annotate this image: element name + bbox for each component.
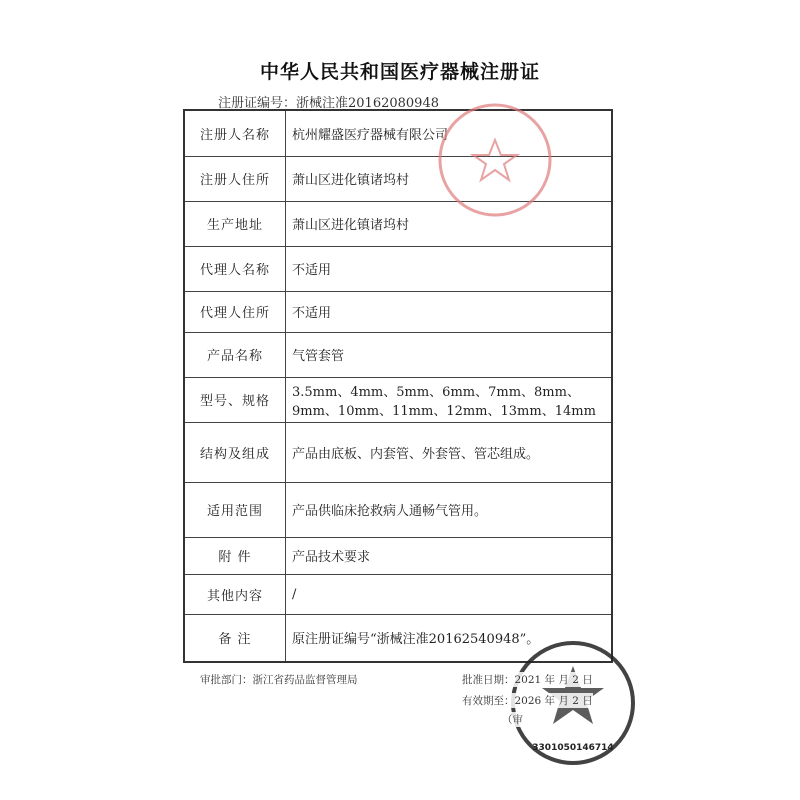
row-label: 产品名称 — [184, 332, 286, 377]
row-value: 萧山区进化镇诸坞村 — [286, 156, 613, 201]
row-label: 注册人住所 — [184, 156, 286, 201]
row-value: 产品由底板、内套管、外套管、管芯组成。 — [286, 422, 613, 482]
table-row — [184, 574, 612, 614]
row-label: 注册人名称 — [184, 110, 286, 156]
row-value: 不适用 — [286, 246, 613, 291]
row-label: 附 件 — [184, 537, 286, 574]
table-row — [184, 291, 612, 332]
row-label: 代理人住所 — [184, 291, 286, 332]
row-label: 型号、规格 — [184, 377, 286, 422]
table-row — [184, 332, 612, 377]
row-value: 3.5mm、4mm、5mm、6mm、7mm、8mm、9mm、10mm、11mm、12mm、13mm、14mm — [286, 377, 613, 422]
table-row — [184, 482, 612, 537]
registration-number: 注册证编号：浙械注准20162080948 — [218, 96, 439, 111]
approval-date: 批准日期：2021 年 月 2 日 — [462, 674, 593, 686]
row-value: 萧山区进化镇诸坞村 — [286, 201, 613, 246]
authority-seal-code: 3301050146714 — [532, 743, 614, 753]
row-label: 结构及组成 — [184, 422, 286, 482]
row-value: 产品供临床抢救病人通畅气管用。 — [286, 482, 613, 537]
table-row — [184, 422, 612, 482]
seal-note: （审 — [502, 714, 523, 726]
row-value: / — [286, 574, 613, 614]
document-title: 中华人民共和国医疗器械注册证 — [259, 61, 540, 83]
row-value: 产品技术要求 — [286, 537, 613, 574]
valid-until: 有效期至：2026 年 月 2 日 — [462, 695, 593, 707]
row-value: 原注册证编号“浙械注准20162540948”。 — [286, 614, 613, 662]
row-label: 备 注 — [184, 614, 286, 662]
row-label: 适用范围 — [184, 482, 286, 537]
row-label: 生产地址 — [184, 201, 286, 246]
row-value: 杭州耀盛医疗器械有限公司 — [286, 110, 613, 156]
table-row — [184, 377, 612, 422]
company-seal — [425, 100, 565, 220]
table-row — [184, 537, 612, 574]
row-value: 气管套管 — [286, 332, 613, 377]
row-label: 其他内容 — [184, 574, 286, 614]
row-value: 不适用 — [286, 291, 613, 332]
table-row — [184, 246, 612, 291]
row-label: 代理人名称 — [184, 246, 286, 291]
approval-department: 审批部门：浙江省药品监督管理局 — [200, 674, 358, 686]
